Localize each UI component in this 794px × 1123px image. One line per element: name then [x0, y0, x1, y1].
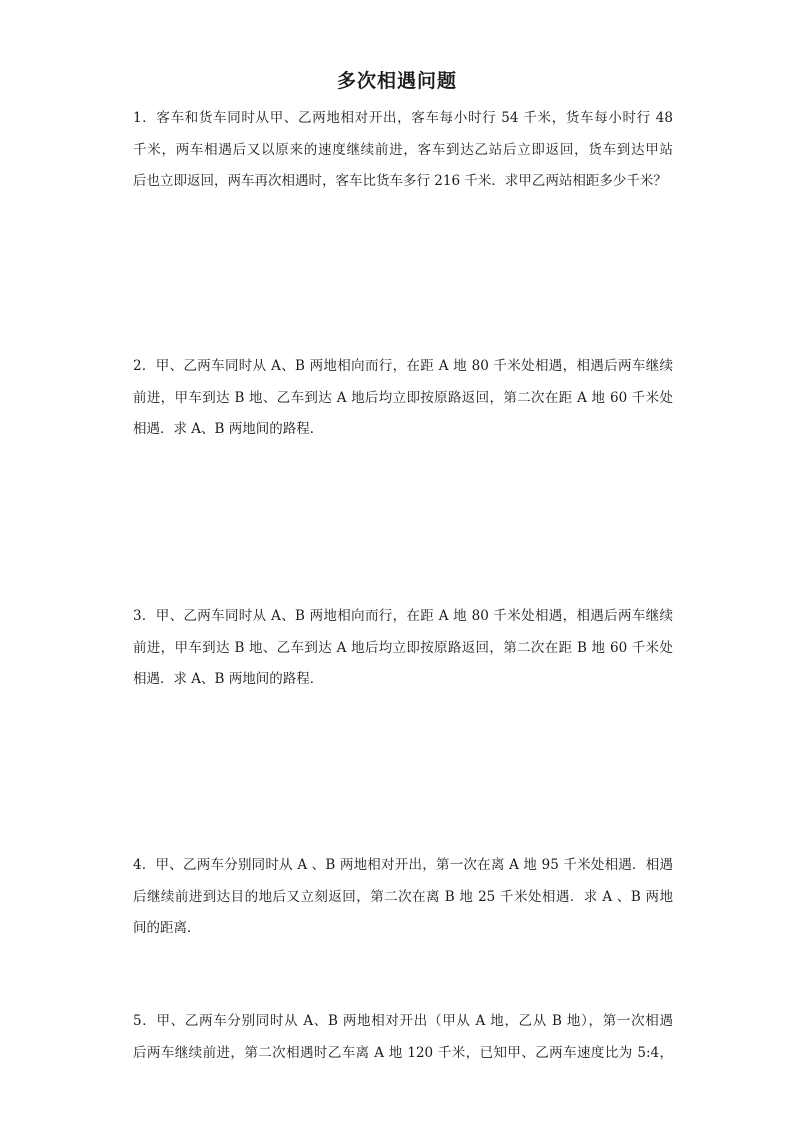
problem-3	[133, 601, 673, 696]
problem-1-line-2: 千米，两车相遇后又以原来的速度继续前进，客车到达乙站后立即返回，货车到达甲站	[133, 141, 673, 158]
problem-4-line-2: 后继续前进到达目的地后又立刻返回，第二次在离 B 地 25 千米处相遇．求 A 、B 两地	[133, 888, 673, 905]
problem-5	[133, 1006, 673, 1069]
problem-1	[133, 103, 673, 198]
problem-2-line-3: 相遇．求 A、B 两地间的路程．	[133, 421, 324, 437]
problem-2-line-1: 2．甲、乙两车同时从 A、B 两地相向而行，在距 A 地 80 千米处相遇，相遇后两车继续	[133, 358, 673, 374]
problem-4-line-1: 4．甲、乙两车分别同时从 A 、B 两地相对开出，第一次在离 A 地 95 千米处相遇．相遇	[133, 857, 673, 873]
problem-4	[133, 850, 673, 945]
problem-3-line-2: 前进，甲车到达 B 地、乙车到达 A 地后均立即按原路返回，第二次在距 B 地 60 千米处	[133, 639, 673, 656]
problem-1-line-3: 后也立即返回，两车再次相遇时，客车比货车多行 216 千米．求甲乙两站相距多少千米？	[133, 173, 667, 189]
problem-2	[133, 351, 673, 446]
problem-5-line-1: 5．甲、乙两车分别同时从 A、B 两地相对开出（甲从 A 地，乙从 B 地），第一次相遇	[133, 1013, 673, 1029]
page-title: 多次相遇问题	[336, 70, 457, 92]
problem-4-line-3: 间的距离．	[133, 920, 201, 936]
problem-5-line-2: 后两车继续前进，第二次相遇时乙车离 A 地 120 千米，已知甲、乙两车速度比为 5:4，	[133, 1044, 673, 1061]
problem-1-line-1: 1．客车和货车同时从甲、乙两地相对开出，客车每小时行 54 千米，货车每小时行 48	[133, 110, 673, 126]
problem-3-line-1: 3．甲、乙两车同时从 A、B 两地相向而行，在距 A 地 80 千米处相遇，相遇后两车继续	[133, 608, 673, 624]
problem-3-line-3: 相遇．求 A、B 两地间的路程．	[133, 671, 324, 687]
problem-2-line-2: 前进，甲车到达 B 地、乙车到达 A 地后均立即按原路返回，第二次在距 A 地 60 千米处	[133, 389, 673, 406]
